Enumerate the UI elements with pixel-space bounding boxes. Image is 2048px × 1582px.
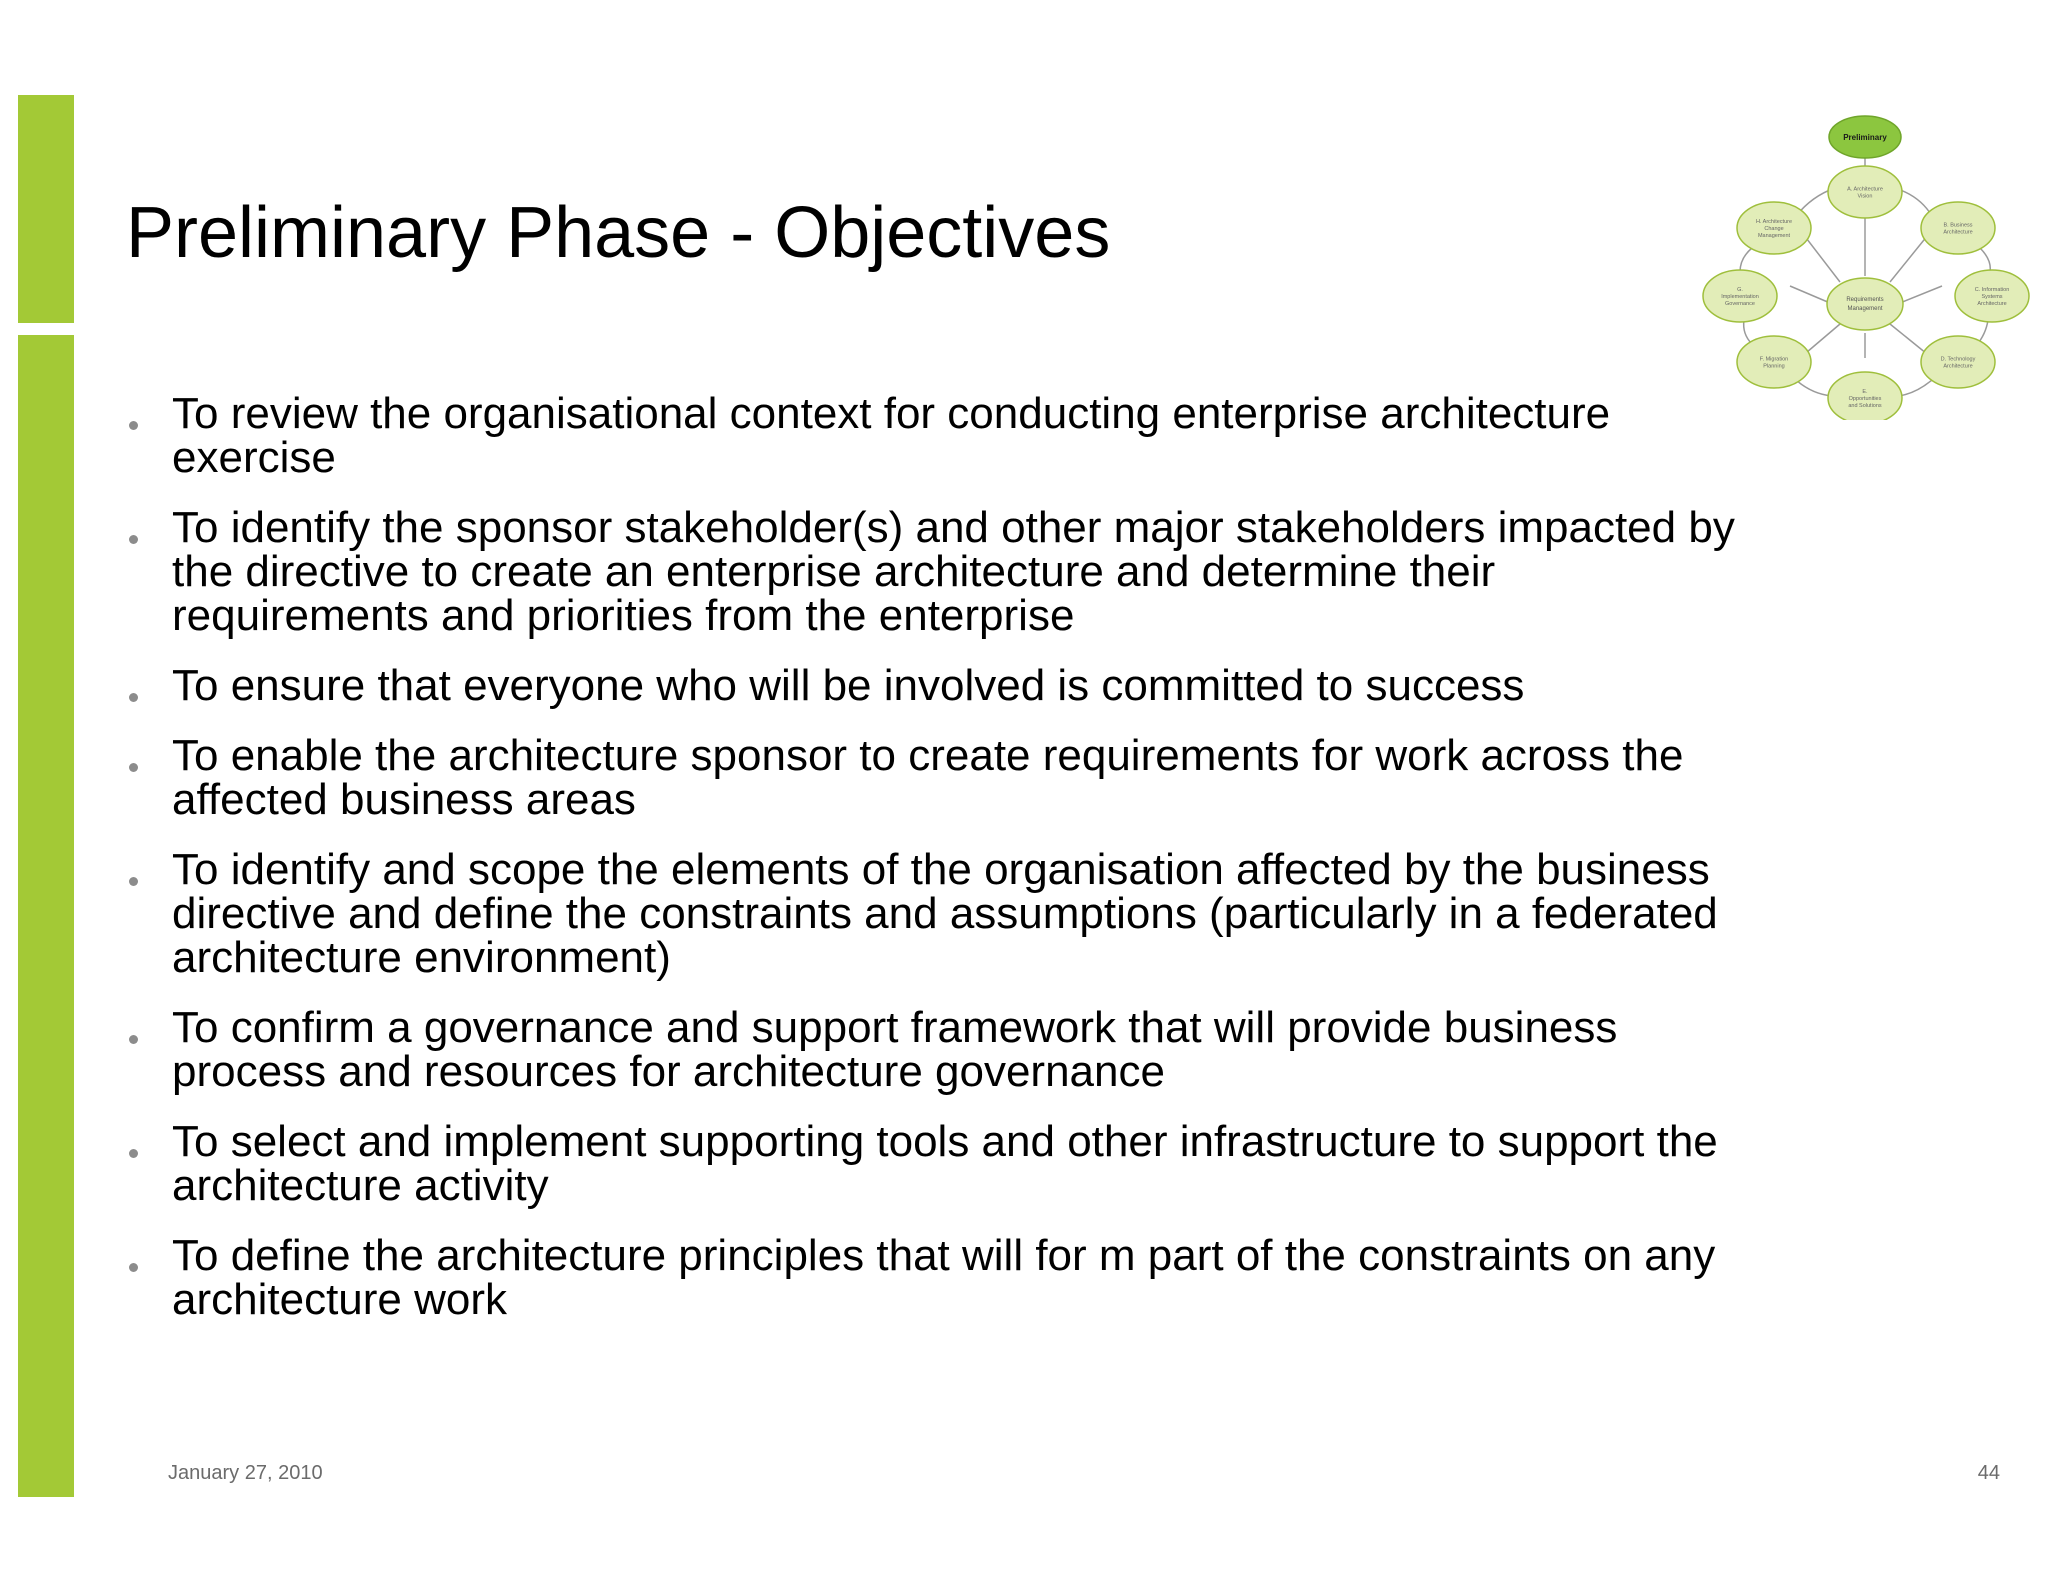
list-item bbox=[126, 731, 1926, 824]
bullet-dot bbox=[129, 763, 138, 772]
diagram-node-label: Architecture bbox=[1977, 301, 2007, 307]
page-number: 44 bbox=[1977, 1462, 2000, 1484]
bullet-text: To select and implement supporting tools and other infrastructure to support the architecture activity bbox=[172, 1117, 1718, 1210]
bullet-text: To define the architecture principles that will for m part of the constraints on any architecture work bbox=[172, 1231, 1716, 1324]
adm-cycle-diagram bbox=[1700, 108, 2030, 420]
list-item bbox=[126, 845, 1926, 982]
bullet-dot bbox=[129, 1263, 138, 1272]
diagram-center-label-2: Management bbox=[1847, 306, 1883, 312]
diagram-center-label-1: Requirements bbox=[1846, 297, 1884, 303]
list-item bbox=[126, 503, 1926, 640]
bullet-dot bbox=[129, 1035, 138, 1044]
bullet-dot bbox=[129, 877, 138, 886]
diagram-node-label: E. bbox=[1862, 389, 1868, 395]
diagram-node-label: Implementation bbox=[1721, 294, 1759, 300]
diagram-node-label: G. bbox=[1737, 287, 1743, 293]
bullet-text: To identify and scope the elements of the organisation affected by the business directive and define the constraints and assumptions (particularly in a federated architecture environment) bbox=[172, 845, 1718, 982]
diagram-node-label: B. Business bbox=[1943, 222, 1973, 229]
bullet-text: To enable the architecture sponsor to create requirements for work across the affected business areas bbox=[172, 731, 1684, 824]
diagram-node-label: Opportunities bbox=[1848, 396, 1882, 402]
diagram-node-label: H. Architecture bbox=[1755, 219, 1793, 225]
footer-date: January 27, 2010 bbox=[168, 1462, 323, 1484]
slide-title: Preliminary Phase - Objectives bbox=[126, 193, 1111, 273]
diagram-node-label: and Solutions bbox=[1848, 403, 1882, 409]
list-item bbox=[126, 661, 1926, 710]
diagram-node-label: D. Technology bbox=[1940, 356, 1976, 363]
bullet-dot bbox=[129, 1149, 138, 1158]
diagram-node-label: Architecture bbox=[1943, 229, 1973, 236]
diagram-node-label: A. Architecture bbox=[1847, 186, 1883, 193]
diagram-node-label: Vision bbox=[1857, 193, 1873, 200]
list-item bbox=[126, 1117, 1926, 1210]
diagram-node-label: Planning bbox=[1763, 363, 1785, 370]
bullet-dot bbox=[129, 535, 138, 544]
accent-bar-bottom bbox=[18, 335, 74, 1497]
diagram-node-label: Governance bbox=[1725, 301, 1755, 307]
bullet-dot bbox=[129, 693, 138, 702]
objectives-list bbox=[126, 389, 1926, 1348]
bullet-text: To confirm a governance and support framework that will provide business process and resources for architecture governance bbox=[172, 1003, 1618, 1096]
accent-bar-top bbox=[18, 95, 74, 323]
diagram-node-label: C. Information bbox=[1974, 287, 2010, 293]
diagram-node-label: Systems bbox=[1981, 294, 2003, 300]
diagram-node-label: Management bbox=[1757, 233, 1791, 239]
diagram-top-label: Preliminary bbox=[1843, 133, 1887, 142]
diagram-node-label: Architecture bbox=[1943, 363, 1973, 370]
diagram-center-node bbox=[1827, 278, 1903, 330]
list-item bbox=[126, 1231, 1926, 1324]
bullet-text: To review the organisational context for conducting enterprise architecture exercise bbox=[172, 389, 1611, 482]
bullet-text: To identify the sponsor stakeholder(s) and other major stakeholders impacted by the directive to create an enterprise architecture and determine their requirements and priorities from the enterprise bbox=[172, 503, 1735, 640]
bullet-dot bbox=[129, 421, 138, 430]
list-item bbox=[126, 389, 1926, 482]
list-item bbox=[126, 1003, 1926, 1096]
diagram-node-label: F. Migration bbox=[1759, 356, 1789, 363]
diagram-node-label: Change bbox=[1764, 226, 1784, 232]
bullet-text: To ensure that everyone who will be involved is committed to success bbox=[172, 661, 1525, 710]
